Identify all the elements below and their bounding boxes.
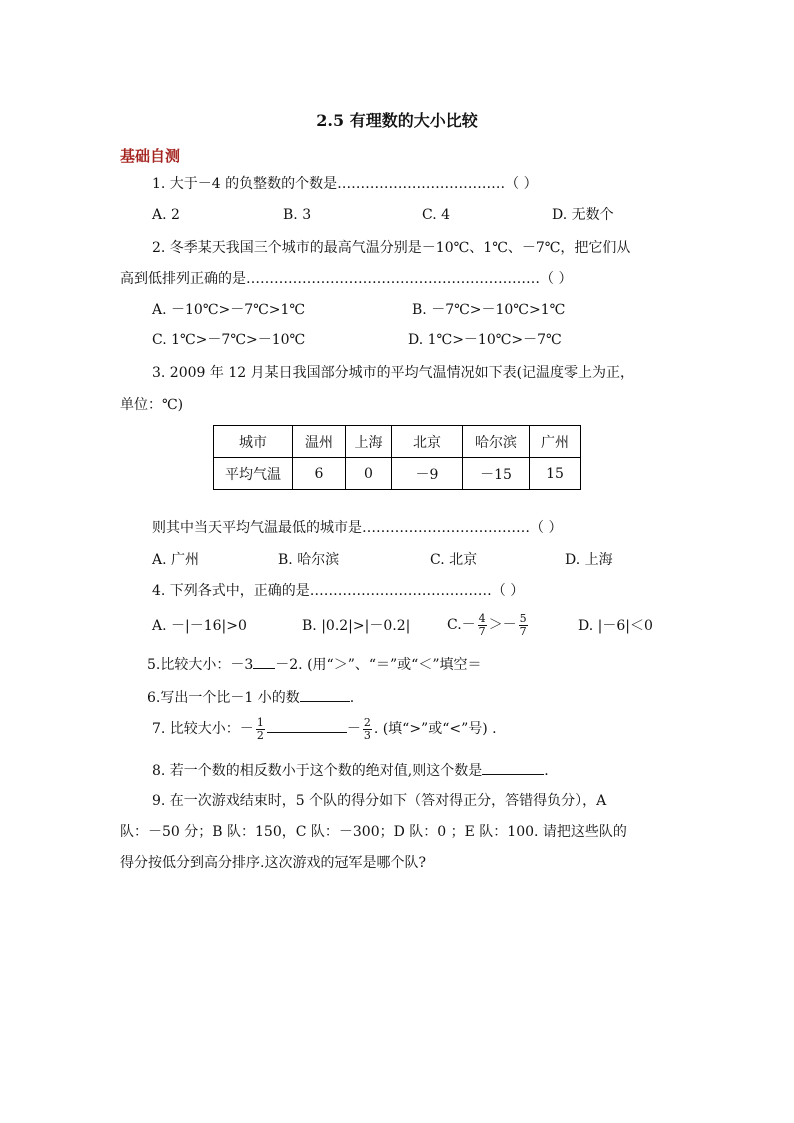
table-cell: 北京	[392, 426, 463, 458]
q1-stem: 1. 大于－4 的负整数的个数是………………………………（ ）	[152, 176, 538, 192]
temperature-table	[213, 425, 581, 490]
q2-option-c: C. 1℃>－7℃>－10℃	[152, 332, 306, 348]
q2-option-b: B. －7℃>－10℃>1℃	[412, 302, 566, 318]
fraction	[519, 613, 528, 638]
table-cell: 6	[293, 458, 346, 490]
q7-mid: －	[346, 721, 361, 737]
q1-option-c: C. 4	[422, 207, 451, 223]
q3-option-d: D. 上海	[565, 552, 613, 568]
fraction-denominator: 7	[478, 624, 486, 638]
q4-option-b: B. |0.2|>|－0.2|	[302, 618, 411, 634]
q4-option-c-mid: ＞－	[488, 617, 517, 633]
q6-prefix: 6.写出一个比－1 小的数	[147, 690, 300, 706]
fraction-denominator: 3	[363, 728, 371, 742]
table-cell: 上海	[346, 426, 392, 458]
q5-line	[147, 654, 481, 674]
q9-line2: 队：－50 分；B 队：150，C 队：－300；D 队：0 ；E 队：100. 请把这些队的	[120, 824, 627, 840]
fraction	[363, 717, 372, 742]
q3-option-c: C. 北京	[430, 552, 478, 568]
q8-prefix: 8. 若一个数的相反数小于这个数的绝对值,则这个数是	[152, 763, 483, 779]
q4-stem: 4. 下列各式中，正确的是…………………………………（ ）	[152, 583, 525, 599]
q4-option-c	[447, 610, 530, 640]
answer-blank[interactable]	[300, 687, 350, 702]
page-title: 2.5 有理数的大小比较	[316, 111, 478, 130]
table-row	[214, 458, 581, 490]
table-cell: 广州	[530, 426, 581, 458]
fraction-numerator: 5	[519, 611, 527, 625]
table-cell: 平均气温	[214, 458, 293, 490]
table-cell: 温州	[293, 426, 346, 458]
q7-suffix: . (填“>”或“<”号) .	[373, 721, 497, 737]
q5-prefix: 5.比较大小：－3	[147, 657, 254, 673]
q4-option-c-prefix: C.－	[447, 617, 476, 633]
q4-option-d: D. |－6|＜0	[578, 618, 653, 634]
q2-stem-line1: 2. 冬季某天我国三个城市的最高气温分别是－10℃、1℃、－7℃，把它们从	[152, 240, 631, 256]
q3-stem-line2: 单位：℃)	[120, 397, 184, 413]
table-cell: －15	[463, 458, 530, 490]
section-heading: 基础自测	[120, 147, 181, 165]
q8-suffix: .	[544, 763, 549, 779]
fraction-numerator: 2	[363, 715, 371, 729]
answer-blank[interactable]	[267, 718, 347, 733]
table-row	[214, 426, 581, 458]
table-cell: 15	[530, 458, 581, 490]
q8-line	[152, 760, 549, 780]
q3-followup: 则其中当天平均气温最低的城市是………………………………（ ）	[152, 520, 563, 536]
table-cell: 哈尔滨	[463, 426, 530, 458]
q3-option-b: B. 哈尔滨	[278, 552, 340, 568]
q2-option-d: D. 1℃>－10℃>－7℃	[408, 332, 562, 348]
table-cell: 城市	[214, 426, 293, 458]
fraction-numerator: 4	[478, 611, 486, 625]
q7-line	[152, 714, 497, 744]
fraction	[256, 717, 265, 742]
q6-line	[147, 687, 354, 707]
fraction-numerator: 1	[256, 715, 264, 729]
table-cell: －9	[392, 458, 463, 490]
q9-line1: 9. 在一次游戏结束时，5 个队的得分如下（答对得正分，答错得负分），A	[152, 793, 607, 809]
q3-stem-line1: 3. 2009 年 12 月某日我国部分城市的平均气温情况如下表(记温度零上为正，	[152, 365, 635, 381]
fraction	[478, 613, 487, 638]
fraction-denominator: 2	[256, 728, 264, 742]
q1-option-d: D. 无数个	[552, 207, 614, 223]
q7-prefix: 7. 比较大小：－	[152, 721, 254, 737]
table-cell: 0	[346, 458, 392, 490]
fraction-denominator: 7	[519, 624, 527, 638]
q2-stem-line2: 高到低排列正确的是………………………………………………………（ ）	[120, 271, 573, 287]
answer-blank[interactable]	[482, 760, 544, 775]
q1-option-b: B. 3	[283, 207, 312, 223]
q3-option-a: A. 广州	[152, 552, 200, 568]
q5-suffix: －2. (用“＞”、“＝”或“＜”填空＝	[275, 657, 482, 673]
answer-blank[interactable]	[253, 654, 275, 669]
q6-suffix: .	[349, 690, 355, 706]
q4-option-a: A. －|－16|>0	[152, 618, 247, 634]
q9-line3: 得分按低分到高分排序.这次游戏的冠军是哪个队?	[120, 855, 426, 871]
q2-option-a: A. －10℃>－7℃>1℃	[152, 302, 306, 318]
q1-option-a: A. 2	[152, 207, 180, 223]
